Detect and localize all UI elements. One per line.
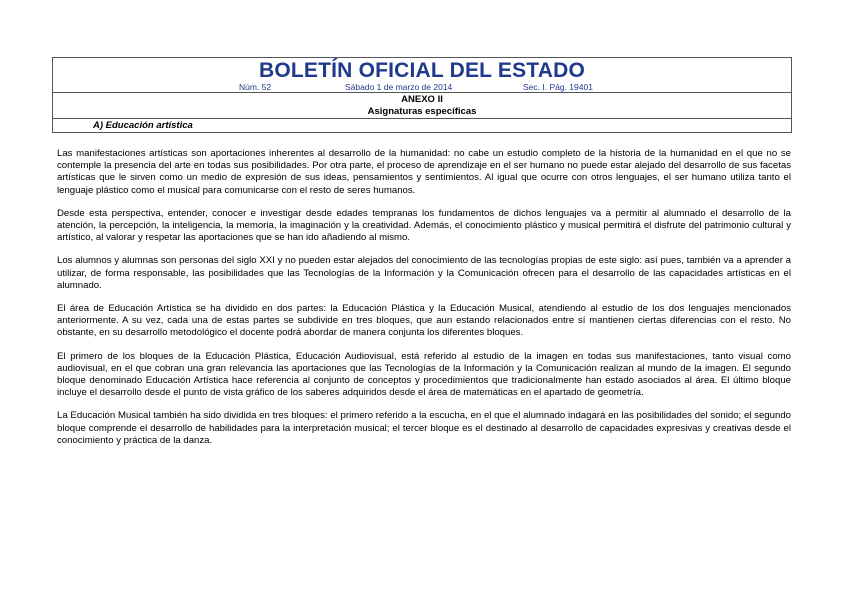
header-title-row <box>53 58 791 93</box>
issue-date: Sábado 1 de marzo de 2014 <box>345 82 453 92</box>
document-body <box>57 148 791 458</box>
section-page: Sec. I. Pág. 19401 <box>523 82 593 92</box>
paragraph: Los alumnos y alumnas son personas del siglo XXI y no pueden estar alejados del conocimiento de las tecnologías propias de este siglo: así pues, también va a aprender a utilizar, de forma responsable, las posibilidades que las Tecnologías de la Información y la Comunicación ofrecen para el desarrollo de las capacidades artísticas en el alumnado. <box>57 255 791 291</box>
annex-heading <box>53 93 791 119</box>
paragraph: La Educación Musical también ha sido dividida en tres bloques: el primero referido a la escucha, en el que el alumnado indagará en las posibilidades del sonido; el segundo bloque comprende el desarrollo de habilidades para la interpretación musical; el tercer bloque es el destinado al desarrollo de capacidades expresivas y creativas desde el conocimiento y práctica de la danza. <box>57 410 791 446</box>
annex-title: ANEXO II <box>401 94 443 105</box>
page-title: BOLETÍN OFICIAL DEL ESTADO <box>258 59 586 82</box>
document-header <box>52 57 792 133</box>
issue-number: Núm. 52 <box>239 82 272 92</box>
paragraph: Desde esta perspectiva, entender, conocer e investigar desde edades tempranas los fundamentos de dichos lenguajes va a permitir al alumnado el desarrollo de la atención, la percepción, la inteligencia, la memoria, la imaginación y la creatividad. Además, el conocimiento plástico y musical permitirá el disfrute del patrimonio cultural y artístico, al valorar y respetar las aportaciones que se han ido añadiendo al mismo. <box>57 207 791 244</box>
paragraph: El área de Educación Artística se ha dividido en dos partes: la Educación Plástica y la Educación Musical, atendiendo al estudio de los dos lenguajes mencionados anteriormente. A su vez, cada una de estas partes se subdivide en tres bloques, que aun estando relacionados entre sí mantienen ciertas diferencias con el resto. No obstante, en su desarrollo metodológico el docente podrá abordar de manera conjunta los diferentes bloques. <box>57 303 791 339</box>
section-heading: A) Educación artística <box>93 120 193 131</box>
paragraph: El primero de los bloques de la Educación Plástica, Educación Audiovisual, está referido al estudio de la imagen en todas sus manifestaciones, tanto visual como audiovisual, en el que cobran una gran relevancia las aportaciones que las Tecnologías de la Información y la Comunicación realizan al mundo de la imagen. El segundo bloque denominado Educación Artística hace referencia al conjunto de conceptos y procedimientos que tradicionalmente han estado asociados al área. El último bloque incluye el desarrollo desde el punto de vista gráfico de los saberes adquiridos desde el área de matemáticas en el apartado de geometría. <box>57 350 791 399</box>
paragraph: Las manifestaciones artísticas son aportaciones inherentes al desarrollo de la humanidad: no cabe un estudio completo de la historia de la humanidad en el que no se contemple la presencia del arte en todas sus posibilidades. Por otra parte, el proceso de aprendizaje en el ser humano no puede estar alejado del desarrollo de sus facetas artísticas que le sirven como un medio de expresión de sus ideas, pensamientos y sentimientos. Al igual que ocurre con otros lenguajes, el ser humano utiliza tanto el lenguaje plástico como el musical para comunicarse con el resto de seres humanos. <box>57 148 791 196</box>
annex-subtitle: Asignaturas específicas <box>367 106 477 117</box>
